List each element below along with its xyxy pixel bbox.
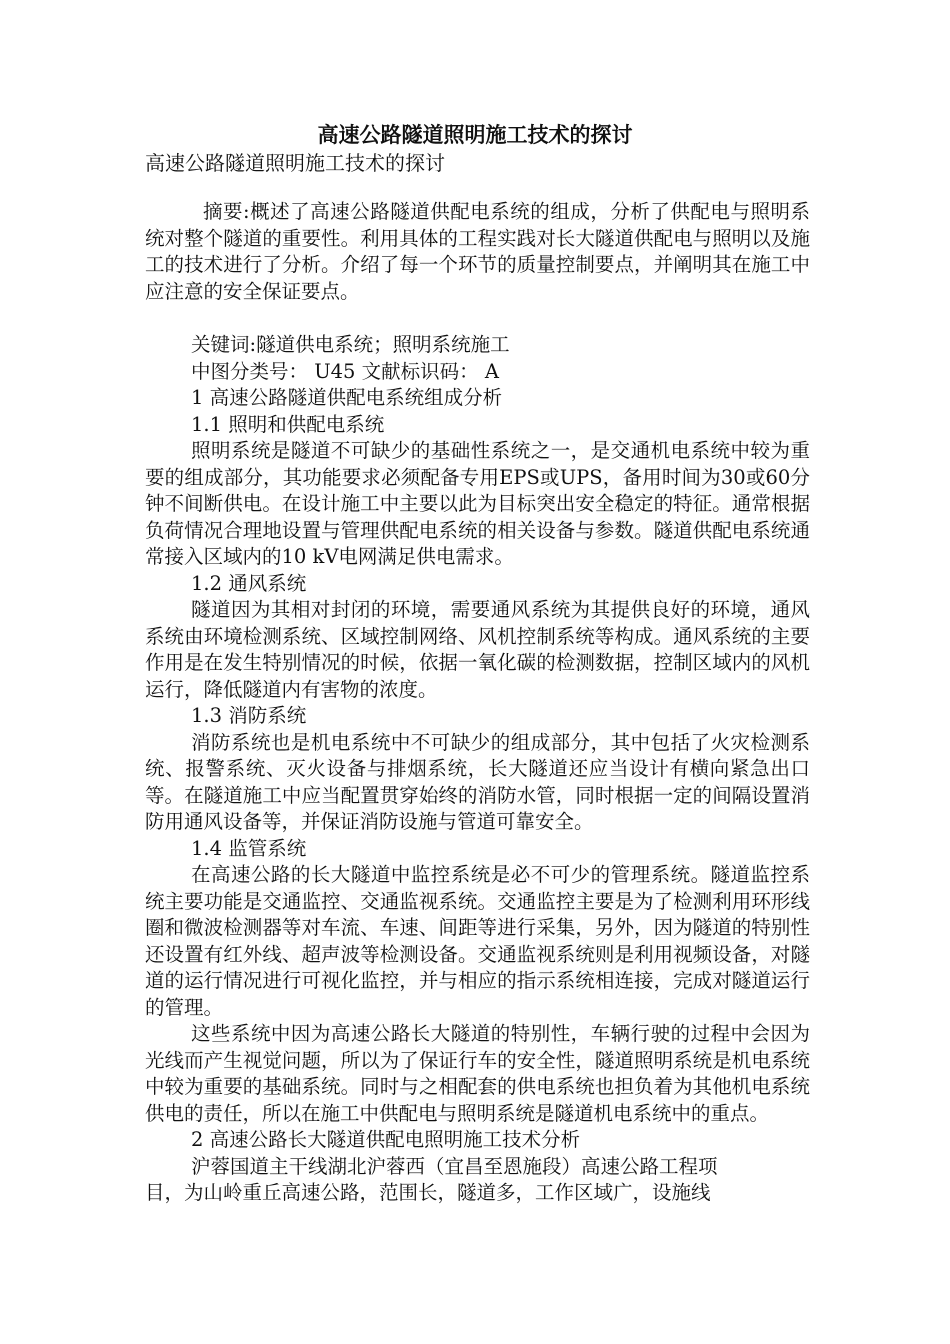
section-1-summary-paragraph: 这些系统中因为高速公路长大隧道的特别性，车辆行驶的过程中会因为光线而产生视觉问题，所以为了保证行车的安全性，隧道照明系统是机电系统中较为重要的基础系统。同时与之相配套的供电系统也担负着为其他机电系统供电的责任，所以在施工中供配电与照明系统是隧道机电系统中的重点。	[145, 1022, 810, 1125]
classification-line: 中图分类号： U45 文献标识码： A	[191, 359, 499, 383]
abstract-paragraph: 摘要:概述了高速公路隧道供配电系统的组成，分析了供配电与照明系统对整个隧道的重要性。利用具体的工程实践对长大隧道供配电与照明以及施工的技术进行了分析。介绍了每一个环节的质量控制要点，并阐明其在施工中应注意的安全保证要点。	[145, 200, 810, 303]
section-1-heading: 1 高速公路隧道供配电系统组成分析	[191, 386, 503, 409]
section-2-paragraph-line-2: 目，为山岭重丘高速公路，范围长，隧道多，工作区域广，设施线	[145, 1181, 711, 1204]
document-title: 高速公路隧道照明施工技术的探讨	[317, 122, 633, 147]
document-body	[145, 199, 810, 1207]
section-1-3-heading: 1.3 消防系统	[191, 704, 307, 727]
section-1-4-heading: 1.4 监管系统	[191, 836, 307, 860]
section-1-3-paragraph: 消防系统也是机电系统中不可缺少的组成部分，其中包括了火灾检测系统、报警系统、灭火设备与排烟系统，长大隧道还应当设计有横向紧急出口等。在隧道施工中应当配置贯穿始终的消防水管，同时根据一定的间隔设置消防用通风设备等，并保证消防设施与管道可靠安全。	[145, 730, 810, 833]
section-2-paragraph-line-1: 沪蓉国道主干线湖北沪蓉西（宜昌至恩施段）高速公路工程项	[191, 1154, 718, 1178]
section-1-1-paragraph: 照明系统是隧道不可缺少的基础性系统之一，是交通机电系统中较为重要的组成部分，其功能要求必须配备专用EPS或UPS，备用时间为30或60分钟不间断供电。在设计施工中主要以此为目标突出安全稳定的特征。通常根据负荷情况合理地设置与管理供配电系统的相关设备与参数。隧道供配电系统通常接入区域内的10 kV电网满足供电需求。	[145, 439, 810, 568]
section-1-2-paragraph: 隧道因为其相对封闭的环境，需要通风系统为其提供良好的环境，通风系统由环境检测系统、区域控制网络、风机控制系统等构成。通风系统的主要作用是在发生特别情况的时候，依据一氧化碳的检测数据，控制区域内的风机运行，降低隧道内有害物的浓度。	[145, 598, 810, 701]
section-1-1-heading: 1.1 照明和供配电系统	[191, 412, 385, 436]
section-1-2-heading: 1.2 通风系统	[191, 571, 307, 595]
document-subtitle: 高速公路隧道照明施工技术的探讨	[145, 151, 445, 175]
section-1-4-paragraph: 在高速公路的长大隧道中监控系统是必不可少的管理系统。隧道监控系统主要功能是交通监控、交通监视系统。交通监控主要是为了检测利用环形线圈和微波检测器等对车流、车速、间距等进行采集，另外，因为隧道的特别性还设置有红外线、超声波等检测设备。交通监视系统则是利用视频设备，对隧道的运行情况进行可视化监控，并与相应的指示系统相连接，完成对隧道运行的管理。	[145, 863, 810, 1019]
keywords-line: 关键词:隧道供电系统；照明系统施工	[191, 333, 510, 356]
section-2-heading: 2 高速公路长大隧道供配电照明施工技术分析	[191, 1128, 581, 1151]
